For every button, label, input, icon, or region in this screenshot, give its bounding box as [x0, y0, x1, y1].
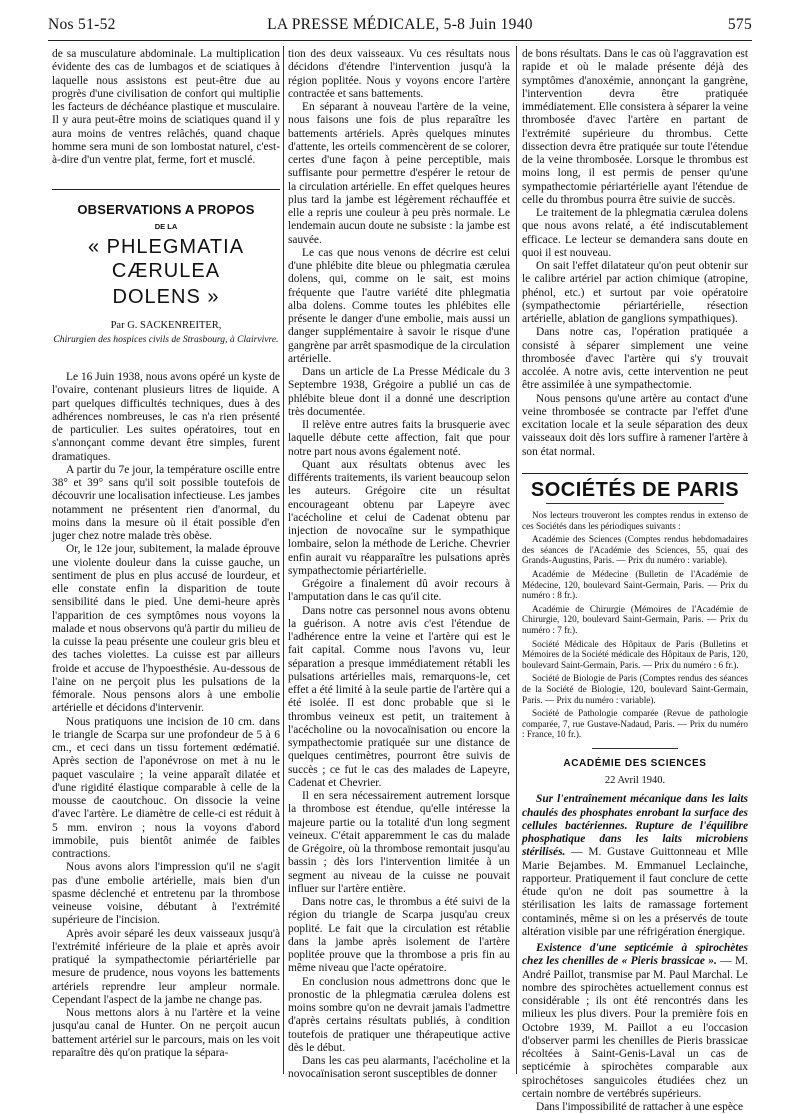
societies-list: [522, 510, 748, 740]
article-paragraph: Il en sera nécessairement autrement lorsque la thrombose est étendue, qu'elle intéresse la majeure partie ou la totalité d'un long segment veineux. C'était apparemment le cas du malade de Grégoire, où la thrombose remontait jusqu'au bassin ; dès lors l'intervention limitée à un segment au niveau de la cuisse ne pouvait influer sur l'artère entière.: [288, 790, 510, 895]
article-paragraph: Quant aux résultats obtenus avec les différents traitements, ils varient beaucoup selon les auteurs. Grégoire cite un résultat encourageant obtenu par Lapeyre avec l'acécholine et celui de Cadenat obtenu par injection de novocaïne sur le sympathique lombaire, selon la méthode de Leriche. Chevrier enfin aurait vu réapparaître les pulsations après sympathectomie périartérielle.: [288, 458, 510, 577]
article-title-line-1: « PHLEGMATIA CÆRULEA: [87, 235, 245, 282]
article-paragraph: Le traitement de la phlegmatia cærulea dolens que nous avons relaté, a été indiscutablement efficace. Le lecteur se demandera sans doute en quoi il est nouveau.: [522, 207, 748, 259]
article-paragraph: Or, le 12e jour, subitement, la malade éprouve une violente douleur dans la cuisse gauche, un sentiment de plus en plus accusé de lourdeur, et elle constate enfin la disparition de toute sensibilité dans le pied. Une demi-heure après l'apparition de ces symptômes nous voyons la malade et nous observons qu'à partir du milieu de la cuisse la peau présente une couleur gris bleu et des taches violettes. La cuisse est par ailleurs froide et accuse de l'hypoesthésie. Au-dessous de l'aine on ne perçoit plus les pulsations de la fémorale. Nous pensons alors à une embolie artérielle et décidons d'intervenir.: [52, 543, 280, 715]
article-paragraph: En séparant à nouveau l'artère de la veine, nous faisons une fois de plus reparaître les battements artériels. Après quelques minutes d'attente, les orteils commencèrent de se colorer, certes d'une façon à peine perceptible, mais suffisante pour permettre d'espérer le retour de la circulation artérielle. En effet quelques heures plus tard la jambe est légèrement réchauffée et elle a repris une couleur à peu près normale. Le lendemain aucun doute ne subsiste : la jambe est sauvée.: [288, 101, 510, 246]
article-kicker-sub: DE LA: [154, 221, 178, 231]
article-kicker: OBSERVATIONS A PROPOS: [77, 202, 255, 218]
society-entry: Académie de Chirurgie (Mémoires de l'Académie de Chirurgie, 120, boulevard Saint-Germain, Paris. — Prix du numéro : 7 fr.).: [522, 603, 748, 635]
society-entry: Société de Biologie de Paris (Comptes rendus des séances de la Société de Biologie, 120, boulevard Saint-Germain, Paris. — Prix du numéro : variable).: [522, 673, 748, 705]
society-entry: Académie des Sciences (Comptes rendus hebdomadaires des séances de l'Académie des Sciences, 55, quai des Grands-Augustins, Paris. — Prix du numéro : variable).: [522, 534, 748, 566]
column-divider: [516, 46, 517, 1074]
article-paragraph: Le 16 Juin 1938, nous avons opéré un kyste de l'ovaire, contenant plusieurs litres de liquide. A part quelques difficultés techniques, dues à des adhérences nombreuses, le cas n'a rien présenté de particulier. Les suites opératoires, tout en s'annonçant comme devant être simples, furent dramatiques.: [52, 371, 280, 463]
journal-title: LA PRESSE MÉDICALE, 5-8 Juin 1940: [267, 16, 533, 33]
article-paragraph: Dans notre cas personnel nous avons obtenu la guérison. A notre avis c'est l'étendue de l'adhérence entre la veine et l'artère qui est le fait capital. Comme nous l'avons vu, leur séparation a presque immédiatement rétabli les pulsations artérielles mais, remarquons-le, cet effet a été limité à la seule partie de l'artère qui a été isolée. Il est donc probable que si le thrombus veineux est petit, un traitement à l'acécholine ou la novocaïnisation ou encore la sympathectomie pratiquée sur une distance de quelques centimètres, pourront être suivis de succès ; ce fut le cas des malades de Lapeyre, Cadenat et Chevrier.: [288, 604, 510, 789]
article-paragraph: tion des deux vaisseaux. Vu ces résultats nous décidons d'étendre l'intervention jusqu'à la région poplitée. Nous y voyons encore l'artère contractée et sans battements.: [288, 48, 510, 100]
article-paragraph: Dans l'impossibilité de rattacher à une espèce: [536, 1101, 744, 1114]
article-paragraph: Le cas que nous venons de décrire est celui d'une phlébite dite bleue ou phlegmatia cærulea dolens, qui, comme on le sait, est moins fréquente que l'autre variété dite phlegmatia alba dolens. Comme toutes les phlébites elle présente le danger d'une embolie, mais aussi un danger supplémentaire à savoir le risque d'une gangrène par arrêt spasmodique de la circulation artérielle.: [288, 246, 510, 365]
article-paragraph: Dans un article de La Presse Médicale du 3 Septembre 1938, Grégoire a publié un cas de phlébite bleue dont il a donné une description très documentée.: [288, 366, 510, 418]
article-paragraph: On sait l'effet dilatateur qu'on peut obtenir sur le calibre artériel par action chimique (atropine, phénol, etc.) et surtout par voie opératoire (sympathectomie périartérielle, résection artérielle, ablation de ganglions sympathiques).: [522, 260, 748, 325]
section-rule: [52, 189, 280, 190]
article-paragraph: Dans notre cas, l'opération pratiquée a consisté à séparer simplement une veine thrombosée d'avec l'artère qui s'y trouvait accolée. A notre avis, cette intervention ne peut être assimilée à une sympathectomie.: [522, 326, 748, 392]
article-paragraph: Nous pensons qu'une artère au contact d'une veine thrombosée se contracte par l'effet d'une excitation locale et la seule séparation des deux vaisseaux doit dès lors suffire à ramener l'artère à son état normal.: [522, 392, 748, 458]
societies-rule: [546, 503, 724, 504]
column-1: [52, 48, 280, 1060]
academy-title: ACADÉMIE DES SCIENCES: [563, 757, 707, 769]
article-paragraph: Il relève entre autres faits la brusquerie avec laquelle débute cette affection, fait que pour notre part nous avons également noté.: [288, 419, 510, 458]
issue-number: Nos 51-52: [48, 16, 116, 33]
report-title: Sur l'entraînement mécanique dans les laits chaulés des phosphates enrobant la surface des cellules bactériennes. Rupture de l'équilibre phosphatique dans les laits microbiens stérilisés.: [522, 793, 748, 859]
article-author: Par G. SACKENREITER,: [110, 319, 222, 331]
author-affiliation: Chirurgien des hospices civils de Strasbourg, à Clairvivre.: [53, 334, 279, 345]
report-body: — M. Gustave Guittonneau et Mlle Marie Bejambes. M. Emmanuel Leclainche, rapporteur. Pratiquement il faut conclure de cette étude qu'on ne doit pas soumettre à la stérilisation les laits de ramassage fortement contaminés, même si on les a préservés de toute altération visible par une réfrigération énergique.: [522, 846, 748, 938]
article-paragraph: Nous pratiquons une incision de 10 cm. dans le triangle de Scarpa sur une profondeur de 5 à 6 cm., et ceci dans un tissu fortement œdématié. Après section de l'aponévrose on met à nu le paquet vasculaire ; la veine apparaît dilatée et d'une rigidité élastique comparable à celle de la mousse de caoutchouc. On dissocie la veine d'avec l'artère. Le diamètre de celle-ci est réduit à 5 mm. environ ; nous la voyons d'abord immobile, puis bientôt animée de faibles contractions.: [52, 715, 280, 860]
article-paragraph: Nous avons alors l'impression qu'il ne s'agit pas d'une embolie artérielle, mais bien d'un spasme déclenché et entretenu par la thrombose veineuse voisine, débutant à l'extrémité supérieure de l'incision.: [52, 861, 280, 927]
article-paragraph: de bons résultats. Dans le cas où l'aggravation est rapide et où le malade présente déjà des symptômes d'anoxémie, annonçant la gangrène, l'intervention devra être pratiquée immédiatement. Elle consistera à séparer la veine thrombosée d'avec l'artère en partant de l'extrémité supérieure du thrombus. Cette dissection devra être pratiquée sur toute l'étendue de la veine thrombosée. Lorsque le thrombus est moins long, il est permis de penser qu'une sympathectomie périartérielle ayant l'étendue de celle du thrombus pourra être suivie de succès.: [522, 48, 748, 206]
column-3: [522, 48, 748, 1114]
article-paragraph: Grégoire a finalement dû avoir recours à l'amputation dans le cas qu'il cite.: [288, 578, 510, 604]
article-paragraph: Après avoir séparé les deux vaisseaux jusqu'à l'extrémité inférieure de la plaie et après avoir pratiqué la sympathectomie périartérielle par mesure de prudence, nous voyons les battements artériels reprendre leur ampleur normale. Cependant l'aspect de la jambe ne change pas.: [52, 927, 280, 1006]
societies-title: SOCIÉTÉS DE PARIS: [530, 478, 740, 501]
column-2: [288, 48, 510, 1082]
article-paragraph: En conclusion nous admettrons donc que le pronostic de la phlegmatia cærulea dolens est moins sombre qu'on ne devrait jamais l'admettre d'après certains résultats publiés, à condition toutefois de pratiquer une thérapeutique active dès le début.: [288, 975, 510, 1054]
section-rule: [522, 473, 748, 474]
header-rule: [48, 40, 752, 41]
page-number: 575: [727, 16, 752, 33]
society-entry: Société de Pathologie comparée (Revue de pathologie comparée, 7, rue Gustave-Nadaud, Paris. — Prix du numéro : France, 10 fr.).: [522, 708, 748, 740]
article-paragraph: Nous mettons alors à nu l'artère et la veine jusqu'au canal de Hunter. On ne perçoit aucun battement artériel sur le parcours, mais on les voit reparaître dès qu'on pratique la sépara-: [52, 1007, 280, 1059]
article-title-line-2: DOLENS »: [112, 285, 220, 308]
article-paragraph: Dans notre cas, le thrombus a été suivi de la région du triangle de Scarpa jusqu'au creux poplité. Le fait que la circulation est rétablie dans la jambe après isolement de l'artère poplitée prouve que la thrombose a pris fin au même niveau que l'acte opératoire.: [288, 896, 510, 975]
report-body: — M. André Paillot, transmise par M. Paul Marchal. Le nombre des spirochètes actuellement connus est considérable ; ils ont été rencontrés dans les milieux les plus divers. Pour la première fois en Octobre 1939, M. Paillot a eu l'occasion d'observer parmi les chenilles de Pieris brassicae récoltées à Saint-Genis-Laval un cas de septicémie à spirochètes comparable aux spirochétoses sanguicoles étudiées chez un certain nombre de vertébrés supérieurs.: [522, 955, 748, 1100]
column-divider: [283, 46, 284, 1074]
society-entry: Académie de Médecine (Bulletin de l'Académie de Médecine, 120, boulevard Saint-Germain, Paris. — Prix du numéro : 8 fr.).: [522, 568, 748, 601]
section-rule: [592, 748, 678, 749]
session-date: 22 Avril 1940.: [604, 775, 666, 787]
page-header: [48, 16, 752, 38]
article-paragraph: A partir du 7e jour, la température oscille entre 38° et 39° sans qu'il soit possible toutefois de découvrir une localisation infectieuse. Les jambes notamment ne présentent rien d'anormal, du moins dans la mesure où il était possible d'en juger chez notre malade très obèse.: [52, 463, 280, 542]
societies-intro: Nos lecteurs trouveront les comptes rendus in extenso de ces Sociétés dans les périodiques suivants :: [522, 510, 748, 531]
society-entry: Société Médicale des Hôpitaux de Paris (Bulletins et Mémoires de la Société médicale des Hôpitaux de Paris, 120, boulevard Saint-Germain, Paris. — Prix du numéro : 6 fr.).: [522, 638, 748, 670]
intro-paragraph: de sa musculature abdominale. La multiplication évidente des cas de lumbagos et de sciatiques à laquelle nous assistons est peut-être due au progrès d'une civilisation de confort qui multiplie les facteurs de déchéance plastique et musculaire. Il y aura peut-être moins de sciatiques quand il y aura moins de ventres relâchés, quand chaque homme sera muni de son lombostat naturel, c'est-à-dire d'un ventre plat, ferme, fort et musclé.: [52, 48, 280, 166]
article-paragraph: Dans les cas peu alarmants, l'acécholine et la novocaïnisation seront susceptibles de donner: [288, 1055, 510, 1081]
report-title: Existence d'une septicémie à spirochètes chez les chenilles de « Pieris brassicae ».: [522, 942, 748, 968]
